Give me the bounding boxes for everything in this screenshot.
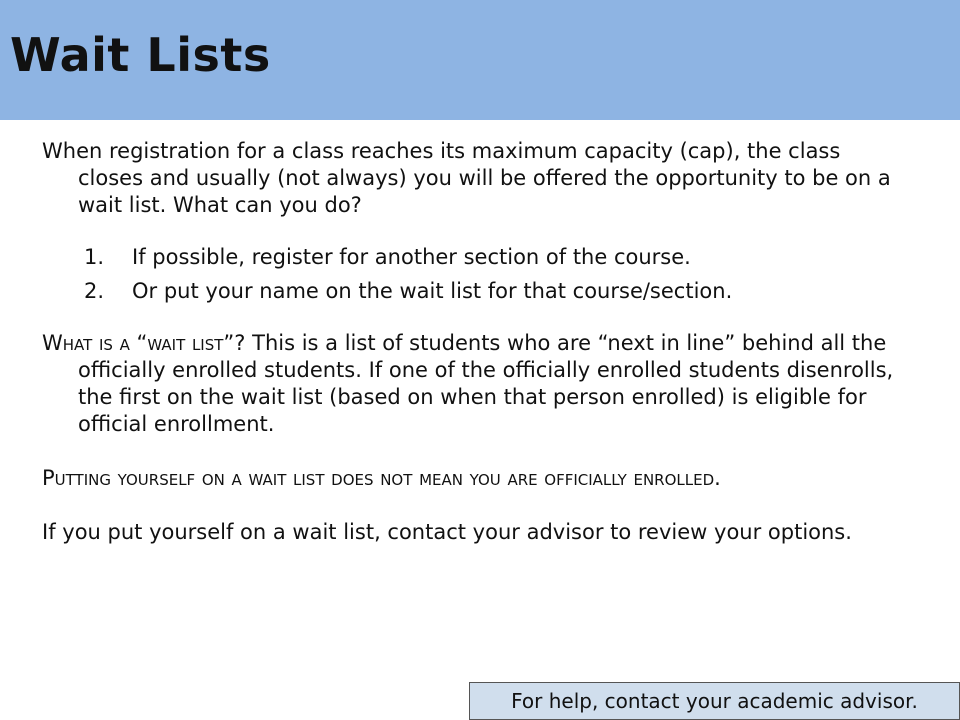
list-item-number: 1.	[84, 245, 105, 269]
advice-paragraph: If you put yourself on a wait list, contact your advisor to review your options.	[42, 520, 852, 544]
slide-body	[42, 138, 902, 546]
definition-text: This is a list of students who are “next in line” behind all the officially enrolled students. If one of the officially enrolled students disenrolls, the first on the wait list (based on when that person enrolled) is eligible for official enrollment.	[78, 331, 894, 436]
help-footer: For help, contact your academic advisor.	[469, 682, 960, 720]
list-item-text: If possible, register for another section of the course.	[132, 245, 691, 269]
definition-paragraph	[42, 330, 902, 438]
title-bar	[0, 0, 960, 120]
list-item-number: 2.	[84, 279, 105, 303]
intro-paragraph: When registration for a class reaches its maximum capacity (cap), the class closes and usually (not always) you will be offered the opportunity to be on a wait list. What can you do?	[42, 139, 891, 217]
list-item	[42, 240, 902, 274]
slide-title: Wait Lists	[10, 28, 271, 82]
warning-paragraph: Putting yourself on a wait list does not mean you are officially enrolled.	[42, 466, 721, 490]
definition-heading: What is a “wait list”?	[42, 331, 246, 355]
options-list	[42, 240, 902, 308]
list-item	[42, 274, 902, 308]
list-item-text: Or put your name on the wait list for that course/section.	[132, 279, 733, 303]
